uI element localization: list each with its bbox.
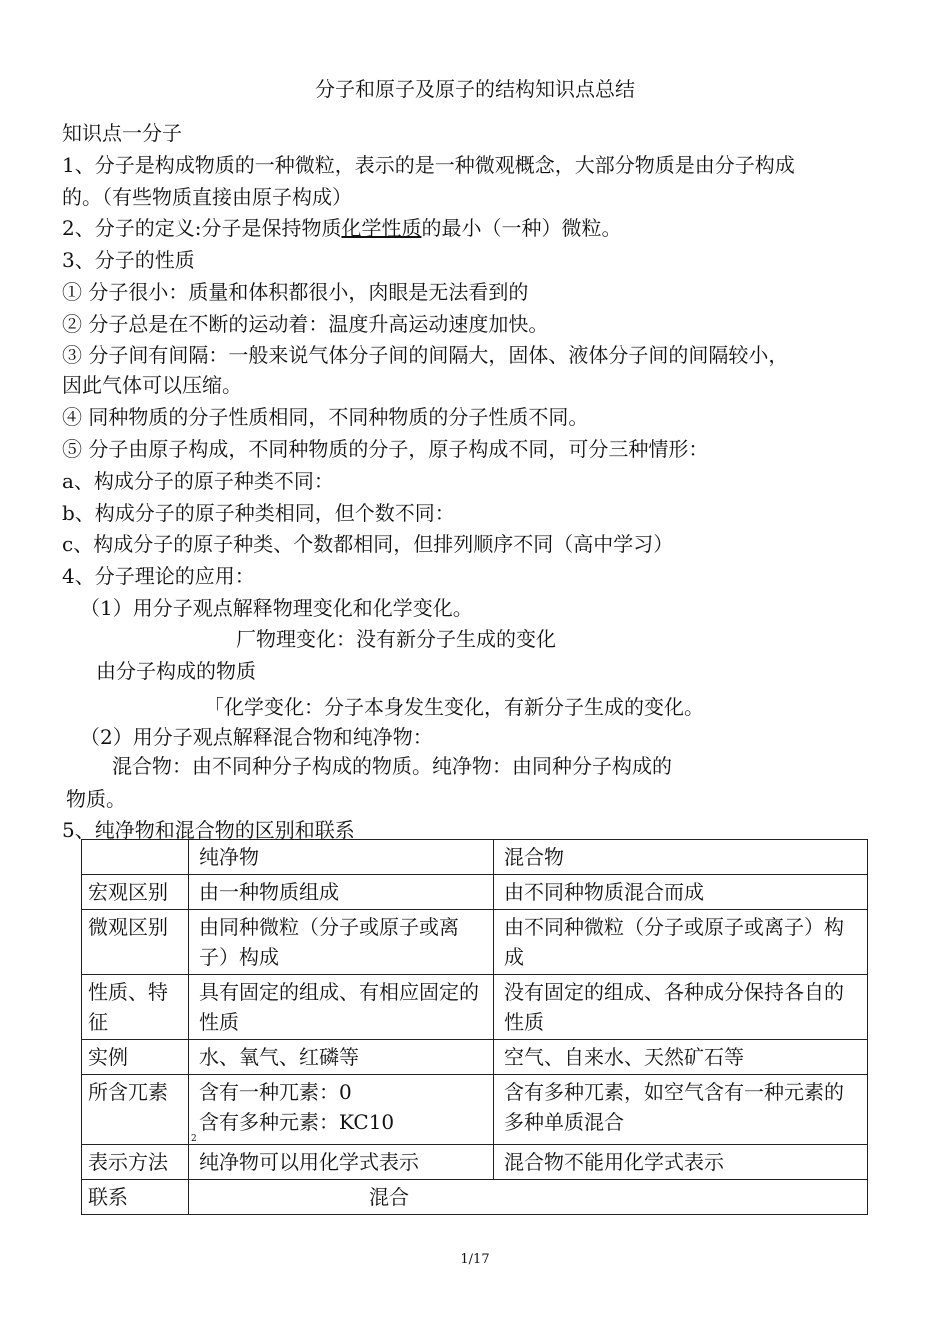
paragraph-line: ④ 同种物质的分子性质相同，不同种物质的分子性质不同。	[62, 405, 589, 429]
table-cell: 由一种物质组成	[189, 875, 494, 910]
paragraph-line: a、构成分子的原子种类不同：	[62, 469, 334, 493]
paragraph-line: 3、分子的性质	[62, 248, 195, 272]
table-cell	[82, 840, 189, 875]
paragraph-line	[62, 216, 621, 240]
text-span: 的最小（一种）微粒。	[421, 216, 622, 240]
paragraph-line: ⑤ 分子由原子构成，不同种物质的分子，原子构成不同，可分三种情形：	[62, 437, 709, 461]
paragraph-line: c、构成分子的原子种类、个数都相同，但排列顺序不同（高中学习）	[62, 532, 674, 556]
table-cell: 由不同种微粒（分子或原子或离子）构成	[494, 910, 868, 975]
paragraph-line: 的。（有些物质直接由原子构成）	[62, 185, 352, 209]
comparison-table	[81, 839, 868, 1215]
table-cell: 实例	[82, 1040, 189, 1075]
table-cell: 具有固定的组成、有相应固定的性质	[189, 975, 494, 1040]
table-cell: 微观区别	[82, 910, 189, 975]
table-cell: 混合物	[494, 840, 868, 875]
table-cell: 混合物不能用化学式表示	[494, 1145, 868, 1180]
paragraph-line: ② 分子总是在不断的运动着：温度升高运动速度加快。	[62, 312, 549, 336]
table-row	[82, 1075, 868, 1145]
table-cell: 含有多种兀素，如空气含有一种元素的多种单质混合	[494, 1075, 868, 1145]
paragraph-line: ① 分子很小：质量和体积都很小，肉眼是无法看到的	[62, 280, 529, 304]
table-cell: 所含兀素	[82, 1075, 189, 1145]
paragraph-line: 5、纯净物和混合物的区别和联系	[62, 818, 355, 842]
section-heading: 知识点一分子	[62, 121, 182, 145]
table-row	[82, 910, 868, 975]
table-row	[82, 875, 868, 910]
table-cell: 纯净物	[189, 840, 494, 875]
paragraph-line: 物质。	[66, 787, 126, 811]
paragraph-line: 「化学变化：分子本身发生变化，有新分子生成的变化。	[204, 695, 704, 719]
paragraph-line: ③ 分子间有间隔：一般来说气体分子间的间隔大，固体、液体分子间的间隔较小，	[62, 343, 789, 367]
paragraph-line: （2）用分子观点解释混合物和纯净物：	[80, 725, 433, 749]
paragraph-line: 混合物：由不同种分子构成的物质。纯净物：由同种分子构成的	[112, 754, 672, 778]
text-span: 2、分子的定义:分子是保持物质	[62, 216, 342, 240]
table-cell: 由同种微粒（分子或原子或离子）构成	[189, 910, 494, 975]
paragraph-line: （1）用分子观点解释物理变化和化学变化。	[80, 596, 473, 620]
table-cell: 由不同种物质混合而成	[494, 875, 868, 910]
table-row	[82, 1180, 868, 1215]
table-cell: 宏观区别	[82, 875, 189, 910]
table-cell: 水、氧气、红磷等	[189, 1040, 494, 1075]
cell-line: 2含有多种元素：KC10	[191, 1110, 395, 1144]
paragraph-line: 厂物理变化：没有新分子生成的变化	[236, 627, 556, 651]
table-cell: 空气、自来水、天然矿石等	[494, 1040, 868, 1075]
page-number: 1/17	[460, 1252, 490, 1267]
paragraph-line: 1、分子是构成物质的一种微粒，表示的是一种微观概念，大部分物质是由分子构成	[62, 153, 795, 177]
paragraph-line: b、构成分子的原子种类相同，但个数不同：	[62, 501, 455, 525]
table-cell: 联系	[82, 1180, 189, 1215]
paragraph-line: 4、分子理论的应用：	[62, 564, 255, 588]
table-row	[82, 1145, 868, 1180]
table-header-row	[82, 840, 868, 875]
table-cell	[189, 1075, 494, 1145]
table-cell: 纯净物可以用化学式表示	[189, 1145, 494, 1180]
underlined-text: 化学性质	[341, 216, 422, 240]
table-row	[82, 975, 868, 1040]
table-cell: 表示方法	[82, 1145, 189, 1180]
page-title: 分子和原子及原子的结构知识点总结	[315, 77, 635, 101]
paragraph-line: 由分子构成的物质	[96, 659, 256, 683]
cell-text: 含有多种元素：KC10	[199, 1110, 395, 1134]
table-cell: 性质、特征	[82, 975, 189, 1040]
table-cell: 没有固定的组成、各种成分保持各自的性质	[494, 975, 868, 1040]
paragraph-line: 因此气体可以压缩。	[62, 373, 242, 397]
cell-line: 含有一种兀素：0	[199, 1080, 352, 1104]
table-cell-merged: 混合	[189, 1180, 868, 1215]
table-row	[82, 1040, 868, 1075]
